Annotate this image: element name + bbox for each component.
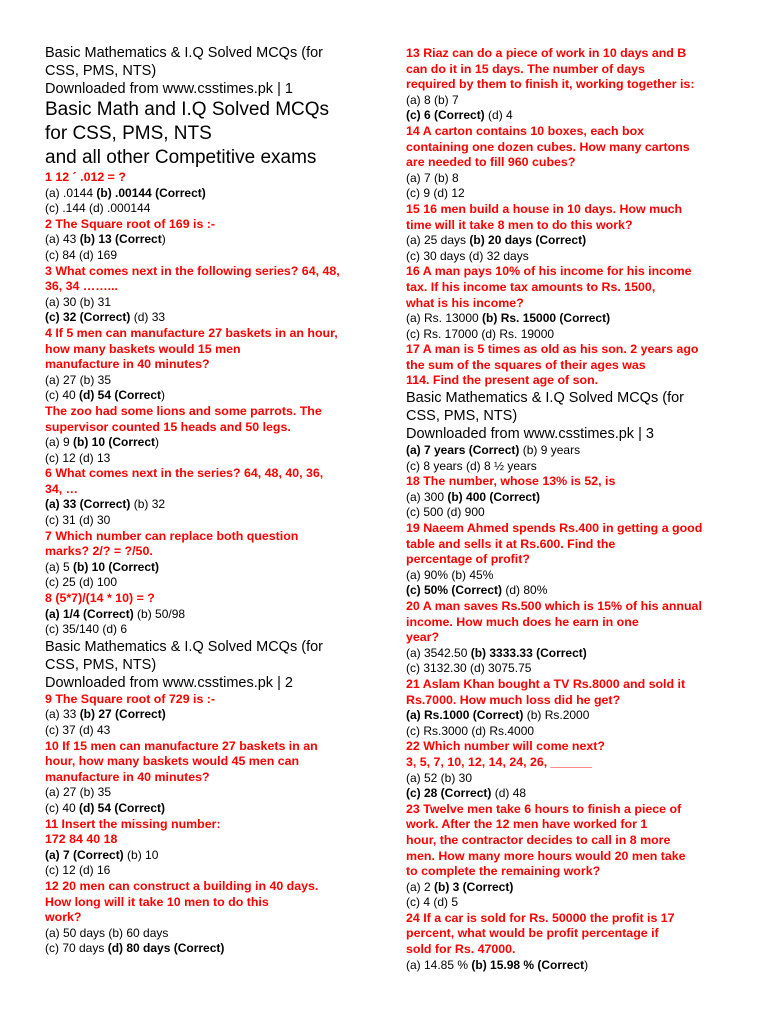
question-text-line: manufacture in 40 minutes?	[45, 357, 210, 372]
answer-options	[406, 880, 726, 911]
question-text-line: 23 Twelve men take 6 hours to finish a piece of	[406, 801, 682, 816]
correct-answer: (a) Rs.1000 (Correct)	[406, 708, 524, 723]
page-header-line: CSS, PMS, NTS)	[406, 408, 518, 425]
answer-options	[45, 435, 375, 466]
question-text	[45, 817, 375, 848]
answer-option: (b) 32	[130, 497, 166, 512]
answer-line	[45, 926, 375, 942]
question-text	[406, 599, 726, 646]
question-text-line: 9 The Square root of 729 is :-	[45, 691, 216, 706]
answer-line	[45, 435, 375, 451]
question-text	[406, 342, 726, 389]
answer-option: (c) 40	[45, 388, 80, 403]
answer-line	[406, 459, 726, 475]
page-header-line: CSS, PMS, NTS)	[45, 656, 157, 673]
question-text-line: 4 If 5 men can manufacture 27 baskets in an hour,	[45, 325, 338, 340]
left-column	[45, 44, 375, 957]
question-text-line: hour, the contractor decides to call in 8 more	[406, 832, 671, 847]
answer-option: (c) 30 days (d) 32 days	[406, 248, 529, 263]
right-column	[406, 46, 726, 973]
question-text-line: work?	[45, 910, 82, 925]
answer-option: (b) 50/98	[133, 606, 186, 621]
answer-line	[45, 388, 375, 404]
question-text-line: year?	[406, 630, 440, 645]
question-text	[45, 326, 375, 373]
question-text	[45, 591, 375, 607]
answer-options	[406, 708, 726, 739]
question-text-line: 8 (5*7)/(14 * 10) = ?	[45, 591, 155, 606]
answer-options	[45, 295, 375, 326]
answer-line	[406, 108, 726, 124]
answer-options	[45, 560, 375, 591]
answer-line	[45, 295, 375, 311]
answer-option: (a) 43	[45, 232, 80, 247]
answer-line	[45, 248, 375, 264]
answer-line	[406, 443, 726, 459]
answer-line	[45, 201, 375, 217]
answer-line	[406, 249, 726, 265]
answer-options	[406, 490, 726, 521]
correct-answer: (d) 80 days (Correct)	[107, 941, 225, 956]
question-text-line: how many baskets would 15 men	[45, 341, 241, 356]
answer-line	[406, 661, 726, 677]
correct-answer: (b) 15.98 % (Correct	[471, 957, 585, 972]
question-text-line: 14 A carton contains 10 boxes, each box	[406, 123, 645, 138]
question-text	[406, 739, 726, 770]
answer-line	[45, 513, 375, 529]
correct-answer: (b) 3 (Correct)	[434, 879, 514, 894]
answer-option: )	[161, 388, 166, 403]
answer-options	[406, 443, 726, 474]
question-text-line: income. How much does he earn in one	[406, 614, 639, 629]
answer-option: (d) 33	[130, 310, 166, 325]
question-text-line: 3, 5, 7, 10, 12, 14, 24, 26, ______	[406, 754, 593, 769]
question-text-line: to complete the remaining work?	[406, 864, 601, 879]
question-text-line: supervisor counted 15 heads and 50 legs.	[45, 419, 291, 434]
answer-line	[406, 895, 726, 911]
correct-answer: (b) 27 (Correct)	[79, 707, 166, 722]
answer-option: (c) Rs.3000 (d) Rs.4000	[406, 723, 535, 738]
answer-line	[406, 583, 726, 599]
answer-option: (c) 37 (d) 43	[45, 723, 111, 737]
question-text-line: marks? 2/? = ?/50.	[45, 544, 153, 559]
page-header-line: Downloaded from www.csstimes.pk | 2	[45, 674, 293, 691]
answer-line	[45, 941, 375, 957]
question-text-line: 21 Aslam Khan bought a TV Rs.8000 and sold it	[406, 676, 686, 691]
answer-options	[45, 232, 375, 263]
answer-option: (a) 90% (b) 45%	[406, 567, 494, 582]
answer-options	[45, 373, 375, 404]
answer-option: (a) 5	[45, 559, 74, 574]
answer-option: (b) 10	[123, 847, 159, 862]
answer-option: (a) 30 (b) 31	[45, 294, 112, 309]
question-text-line: 10 If 15 men can manufacture 27 baskets in an	[45, 738, 318, 753]
question-text-line: tax. If his income tax amounts to Rs. 1500,	[406, 279, 656, 294]
question-text-line: containing one dozen cubes. How many cartons	[406, 139, 690, 154]
question-text-line: hour, how many baskets would 45 men can	[45, 754, 300, 769]
question-text	[45, 739, 375, 786]
question-text-line: the sum of the squares of their ages was	[406, 357, 646, 372]
answer-option: (c) 8 years (d) 8 ½ years	[406, 458, 537, 473]
answer-option: (a) 3542.50	[406, 645, 471, 660]
page-header-line: Downloaded from www.csstimes.pk | 1	[45, 81, 293, 97]
page-header-line: Downloaded from www.csstimes.pk | 3	[406, 426, 654, 443]
question-text-line: table and sells it at Rs.600. Find the	[406, 536, 616, 551]
answer-option: (a) 14.85 %	[406, 957, 472, 972]
answer-line	[45, 622, 375, 638]
answer-option: (a) 27 (b) 35	[45, 372, 112, 387]
document-title	[45, 98, 375, 170]
answer-option: (d) 80%	[502, 583, 548, 598]
correct-answer: (c) 50% (Correct)	[406, 583, 503, 598]
question-text-line: 114. Find the present age of son.	[406, 373, 599, 388]
answer-option: (a) 8 (b) 7	[406, 92, 459, 107]
correct-answer: (b) 3333.33 (Correct)	[470, 645, 587, 660]
answer-option: (c) Rs. 17000 (d) Rs. 19000	[406, 326, 555, 341]
question-text-line: time will it take 8 men to do this work?	[406, 217, 633, 232]
answer-options	[45, 607, 375, 638]
question-text-line: 24 If a car is sold for Rs. 50000 the profit is 17	[406, 910, 675, 925]
answer-line	[406, 786, 726, 802]
question-text-line: 6 What comes next in the series? 64, 48, 40, 36,	[45, 466, 324, 481]
answer-option: (c) 31 (d) 30	[45, 513, 111, 528]
correct-answer: (a) 33 (Correct)	[45, 497, 131, 512]
question-text-line: required by them to finish it, working together is:	[406, 77, 695, 92]
answer-line	[406, 958, 726, 974]
answer-line	[406, 311, 726, 327]
correct-answer: (d) 54 (Correct)	[79, 800, 166, 815]
correct-answer: (b) 10 (Correct)	[73, 559, 160, 574]
answer-line	[45, 310, 375, 326]
question-text-line: 19 Naeem Ahmed spends Rs.400 in getting a good	[406, 521, 703, 536]
answer-option: (d) 4	[484, 108, 513, 123]
question-text-line: 18 The number, whose 13% is 52, is	[406, 474, 616, 489]
answer-option: (c) 40	[45, 800, 80, 815]
answer-line	[406, 708, 726, 724]
question-text-line: 12 20 men can construct a building in 40 days.	[45, 878, 319, 893]
question-text	[45, 264, 375, 295]
answer-line	[406, 490, 726, 506]
answer-option: (a) 50 days (b) 60 days	[45, 925, 169, 940]
question-text-line: 36, 34 ……...	[45, 279, 119, 294]
answer-option: (c) 9 (d) 12	[406, 186, 465, 201]
answer-option: (c) 84 (d) 169	[45, 247, 118, 262]
question-text-line: manufacture in 40 minutes?	[45, 769, 210, 784]
answer-line	[45, 186, 375, 202]
question-text-line: The zoo had some lions and some parrots. The	[45, 403, 322, 418]
document-title-line: Basic Math and I.Q Solved MCQs	[45, 99, 330, 120]
answer-options	[406, 233, 726, 264]
document-title-line: for CSS, PMS, NTS	[45, 123, 212, 144]
question-text	[406, 124, 726, 171]
answer-line	[45, 607, 375, 623]
question-text	[406, 521, 726, 568]
answer-options	[406, 771, 726, 802]
correct-answer: (a) 1/4 (Correct)	[45, 606, 134, 621]
question-text-line: 7 Which number can replace both question	[45, 528, 299, 543]
correct-answer: (b) 10 (Correct	[73, 435, 156, 450]
question-text-line: 20 A man saves Rs.500 which is 15% of his annual	[406, 599, 702, 613]
answer-options	[45, 848, 375, 879]
correct-answer: (c) 32 (Correct)	[45, 310, 131, 325]
question-text	[45, 529, 375, 560]
question-text-line: percentage of profit?	[406, 552, 530, 567]
question-text	[45, 170, 375, 186]
correct-answer: (b) Rs. 15000 (Correct)	[482, 311, 611, 326]
question-text-line: 17 A man is 5 times as old as his son. 2 years ago	[406, 342, 699, 357]
answer-options	[45, 497, 375, 528]
correct-answer: (b) .00144 (Correct)	[96, 185, 206, 200]
question-text-line: 22 Which number will come next?	[406, 739, 605, 754]
question-text-line: 1 12 ´ .012 = ?	[45, 170, 126, 184]
answer-option: )	[155, 435, 160, 450]
document-title-line: and all other Competitive exams	[45, 147, 317, 168]
answer-option: (a) .0144	[45, 185, 97, 200]
answer-line	[406, 93, 726, 109]
answer-line	[45, 848, 375, 864]
question-text-line: Rs.7000. How much loss did he get?	[406, 692, 621, 707]
answer-line	[45, 560, 375, 576]
answer-option: (a) 7 (b) 8	[406, 170, 459, 185]
answer-line	[406, 171, 726, 187]
answer-line	[45, 232, 375, 248]
answer-line	[406, 568, 726, 584]
question-text	[406, 264, 726, 311]
answer-option: (a) 25 days	[406, 233, 470, 248]
question-text	[406, 474, 726, 490]
answer-option: (a) Rs. 13000	[406, 311, 483, 326]
answer-line	[406, 327, 726, 343]
question-text	[45, 466, 375, 497]
answer-option: (a) 2	[406, 879, 435, 894]
question-text-line: 16 A man pays 10% of his income for his income	[406, 264, 692, 279]
answer-option: (b) 9 years	[519, 443, 581, 458]
question-text-line: 172 84 40 18	[45, 832, 118, 847]
answer-option: (a) 27 (b) 35	[45, 785, 112, 800]
answer-options	[45, 186, 375, 217]
page-header	[45, 638, 375, 692]
answer-options	[406, 93, 726, 124]
answer-option: (a) 52 (b) 30	[406, 770, 473, 785]
answer-option: (c) 25 (d) 100	[45, 575, 118, 590]
question-text	[45, 692, 375, 708]
answer-options	[45, 785, 375, 816]
answer-options	[406, 958, 726, 974]
answer-line	[406, 505, 726, 521]
question-text-line: men. How many more hours would 20 men take	[406, 848, 686, 863]
question-text-line: 13 Riaz can do a piece of work in 10 days and B	[406, 46, 687, 60]
question-text-line: what is his income?	[406, 295, 524, 310]
answer-line	[45, 801, 375, 817]
answer-line	[45, 707, 375, 723]
answer-options	[406, 171, 726, 202]
answer-option: (a) 9	[45, 435, 74, 450]
answer-line	[406, 724, 726, 740]
question-text-line: are needed to fill 960 cubes?	[406, 155, 576, 170]
question-text-line: 11 Insert the missing number:	[45, 816, 221, 831]
answer-line	[45, 451, 375, 467]
answer-options	[406, 311, 726, 342]
answer-line	[45, 723, 375, 739]
answer-option: (c) 4 (d) 5	[406, 895, 459, 910]
question-text-line: How long will it take 10 men to do this	[45, 894, 269, 909]
answer-option: (c) 12 (d) 13	[45, 450, 111, 465]
correct-answer: (b) 20 days (Correct)	[469, 233, 587, 248]
answer-option: (c) .144 (d) .000144	[45, 201, 151, 216]
answer-line	[406, 233, 726, 249]
question-text	[406, 677, 726, 708]
page-header	[45, 44, 375, 98]
answer-options	[406, 646, 726, 677]
page-header-line: Basic Mathematics & I.Q Solved MCQs (for	[406, 390, 684, 407]
question-text-line: sold for Rs. 47000.	[406, 942, 516, 957]
answer-option: )	[161, 232, 166, 247]
answer-option: (c) 70 days	[45, 941, 108, 956]
question-text-line: 34, …	[45, 481, 79, 496]
question-text	[45, 404, 375, 435]
correct-answer: (d) 54 (Correct	[79, 388, 162, 403]
answer-options	[45, 926, 375, 957]
answer-option: (c) 35/140 (d) 6	[45, 622, 128, 637]
correct-answer: (c) 6 (Correct)	[406, 108, 485, 123]
answer-line	[406, 880, 726, 896]
answer-option: (a) 300	[406, 489, 448, 504]
question-text	[406, 911, 726, 958]
question-text-line: 3 What comes next in the following series? 64, 48,	[45, 263, 340, 278]
question-text-line: percent, what would be profit percentage if	[406, 926, 659, 941]
question-text	[406, 202, 726, 233]
question-text-line: 2 The Square root of 169 is :-	[45, 216, 216, 231]
page-header	[406, 389, 726, 443]
page-header-line: CSS, PMS, NTS)	[45, 63, 157, 79]
answer-option: (c) 3132.30 (d) 3075.75	[406, 661, 532, 676]
page-header-line: Basic Mathematics & I.Q Solved MCQs (for	[45, 45, 323, 61]
correct-answer: (a) 7 years (Correct)	[406, 443, 520, 458]
answer-options	[45, 707, 375, 738]
answer-line	[45, 785, 375, 801]
answer-option: (c) 500 (d) 900	[406, 505, 485, 520]
answer-line	[406, 646, 726, 662]
answer-options	[406, 568, 726, 599]
question-text-line: can do it in 15 days. The number of days	[406, 61, 645, 76]
question-text-line: work. After the 12 men have worked for 1	[406, 817, 648, 832]
correct-answer: (a) 7 (Correct)	[45, 847, 124, 862]
correct-answer: (b) 400 (Correct)	[447, 489, 541, 504]
answer-option: (b) Rs.2000	[523, 708, 590, 723]
question-text-line: 15 16 men build a house in 10 days. How much	[406, 201, 683, 216]
answer-line	[406, 186, 726, 202]
answer-option: (d) 48	[491, 786, 527, 801]
answer-option: (a) 33	[45, 707, 80, 722]
answer-line	[45, 863, 375, 879]
answer-line	[45, 575, 375, 591]
correct-answer: (c) 28 (Correct)	[406, 786, 492, 801]
question-text	[406, 46, 726, 93]
question-text	[45, 217, 375, 233]
answer-line	[45, 373, 375, 389]
answer-line	[406, 771, 726, 787]
answer-line	[45, 497, 375, 513]
question-text	[406, 802, 726, 880]
page-header-line: Basic Mathematics & I.Q Solved MCQs (for	[45, 638, 323, 655]
answer-option: (c) 12 (d) 16	[45, 863, 111, 878]
answer-option: )	[584, 957, 589, 972]
correct-answer: (b) 13 (Correct	[79, 232, 162, 247]
question-text	[45, 879, 375, 926]
